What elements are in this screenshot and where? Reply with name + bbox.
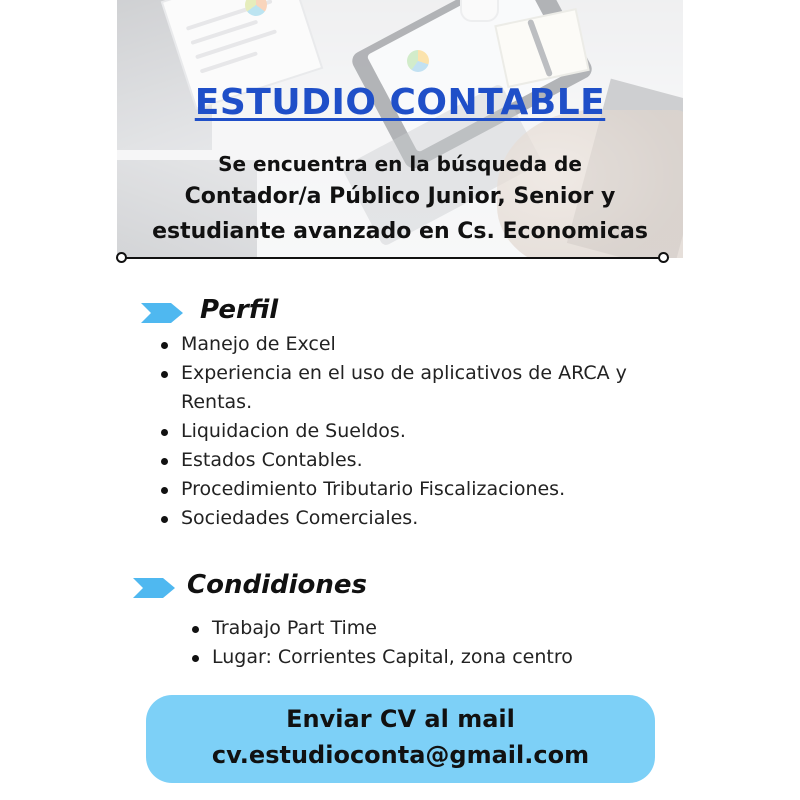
chevron-right-icon (141, 303, 183, 323)
cta-heading: Enviar CV al mail (286, 705, 515, 733)
list-item: Manejo de Excel (161, 330, 661, 359)
page-title: ESTUDIO CONTABLE (194, 82, 606, 123)
perfil-list (161, 330, 661, 533)
subtitle-line-2: Contador/a Público Junior, Senior y (184, 184, 616, 209)
condiciones-list (192, 614, 662, 672)
contact-email[interactable]: cv.estudioconta@gmail.com (211, 741, 590, 769)
subtitle-line-1: Se encuentra en la búsqueda de (218, 152, 582, 176)
list-item: Lugar: Corrientes Capital, zona centro (192, 643, 662, 672)
section-heading-condiciones: Condidiones (187, 570, 367, 600)
list-item: Liquidacion de Sueldos. (161, 417, 661, 446)
list-item: Experiencia en el uso de aplicativos de ARCA y Rentas. (161, 359, 636, 417)
list-item: Sociedades Comerciales. (161, 504, 661, 533)
list-item: Procedimiento Tributario Fiscalizaciones. (161, 475, 661, 504)
chevron-right-icon (133, 578, 175, 598)
job-flyer (117, 0, 683, 800)
list-item: Estados Contables. (161, 446, 661, 475)
contact-box (146, 695, 655, 783)
divider-end-right (658, 252, 669, 263)
divider-end-left (116, 252, 127, 263)
subtitle-line-3: estudiante avanzado en Cs. Economicas (152, 219, 648, 244)
header-divider (122, 257, 666, 259)
section-heading-perfil: Perfil (200, 295, 279, 325)
list-item: Trabajo Part Time (192, 614, 662, 643)
header-photo (117, 0, 683, 258)
